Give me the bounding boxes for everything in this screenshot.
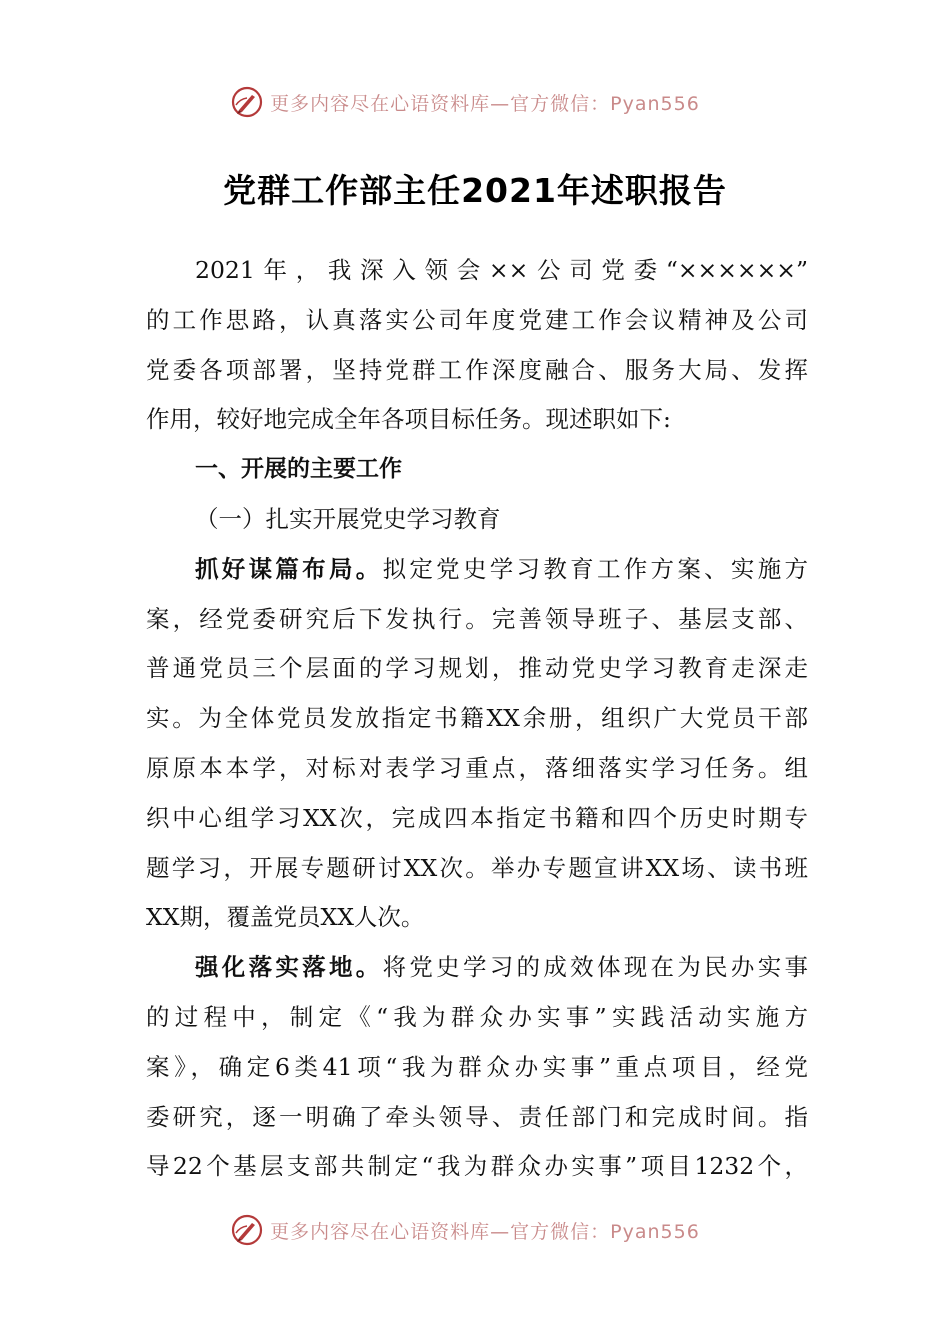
paragraph-first-rest: 将党史学习的成效体现在为民办实事 (382, 953, 808, 982)
paragraph-first-line (146, 545, 808, 595)
subsection-heading: （一）扎实开展党史学习教育 (195, 504, 501, 533)
watermark-text-top: 更多内容尽在心语资料库—官方微信：Pyan556 (270, 92, 700, 115)
paragraph-line: 导22个基层支部共制定“我为群众办实事”项目1232个， (146, 1152, 808, 1181)
watermark-banner-top (0, 80, 950, 124)
paragraph-first-line (146, 943, 808, 993)
intro-line: 2021年，我深入领会××公司党委“××××××” (195, 256, 808, 284)
document-body (146, 246, 808, 1192)
paragraph-line: 案》，确定6类41项“我为群众办实事”重点项目，经党 (146, 1052, 808, 1081)
paragraph-lead: 强化落实落地。 (195, 953, 383, 982)
paragraph-line: XX期，覆盖党员XX人次。 (146, 903, 425, 932)
paragraph-line: 原原本本学，对标对表学习重点，落细落实学习任务。组 (146, 753, 808, 782)
paragraph-lead: 抓好谋篇布局。 (195, 554, 383, 583)
paragraph-line: 织中心组学习XX次，完成四本指定书籍和四个历史时期专 (146, 803, 808, 832)
intro-line: 的工作思路，认真落实公司年度党建工作会议精神及公司 (146, 305, 808, 334)
paragraph-line: 的过程中，制定《“我为群众办实事”实践活动实施方 (146, 1002, 808, 1031)
section-heading: 一、开展的主要工作 (195, 456, 402, 483)
paragraph-line: 实。为全体党员发放指定书籍XX余册，组织广大党员干部 (146, 704, 808, 733)
pen-logo-icon (230, 85, 264, 119)
paragraph-implementation (146, 943, 808, 1192)
intro-line: 党委各项部署，坚持党群工作深度融合、服务大局、发挥 (146, 355, 808, 384)
watermark-text-bottom: 更多内容尽在心语资料库—官方微信：Pyan556 (270, 1220, 700, 1243)
intro-line: 作用，较好地完成全年各项目标任务。现述职如下: (146, 405, 671, 434)
paragraph-line: 委研究，逐一明确了牵头领导、责任部门和完成时间。指 (146, 1102, 808, 1131)
pen-logo-icon (230, 1213, 264, 1247)
paragraph-line: 案，经党委研究后下发执行。完善领导班子、基层支部、 (146, 604, 808, 633)
paragraph-planning (146, 545, 808, 943)
intro-paragraph (146, 246, 808, 445)
paragraph-first-rest: 拟定党史学习教育工作方案、实施方 (382, 554, 808, 583)
document-title: 党群工作部主任2021年述职报告 (223, 171, 727, 210)
paragraph-line: 题学习，开展专题研讨XX次。举办专题宣讲XX场、读书班 (146, 853, 808, 882)
watermark-banner-bottom (0, 1208, 950, 1252)
paragraph-line: 普通党员三个层面的学习规划，推动党史学习教育走深走 (146, 654, 808, 683)
